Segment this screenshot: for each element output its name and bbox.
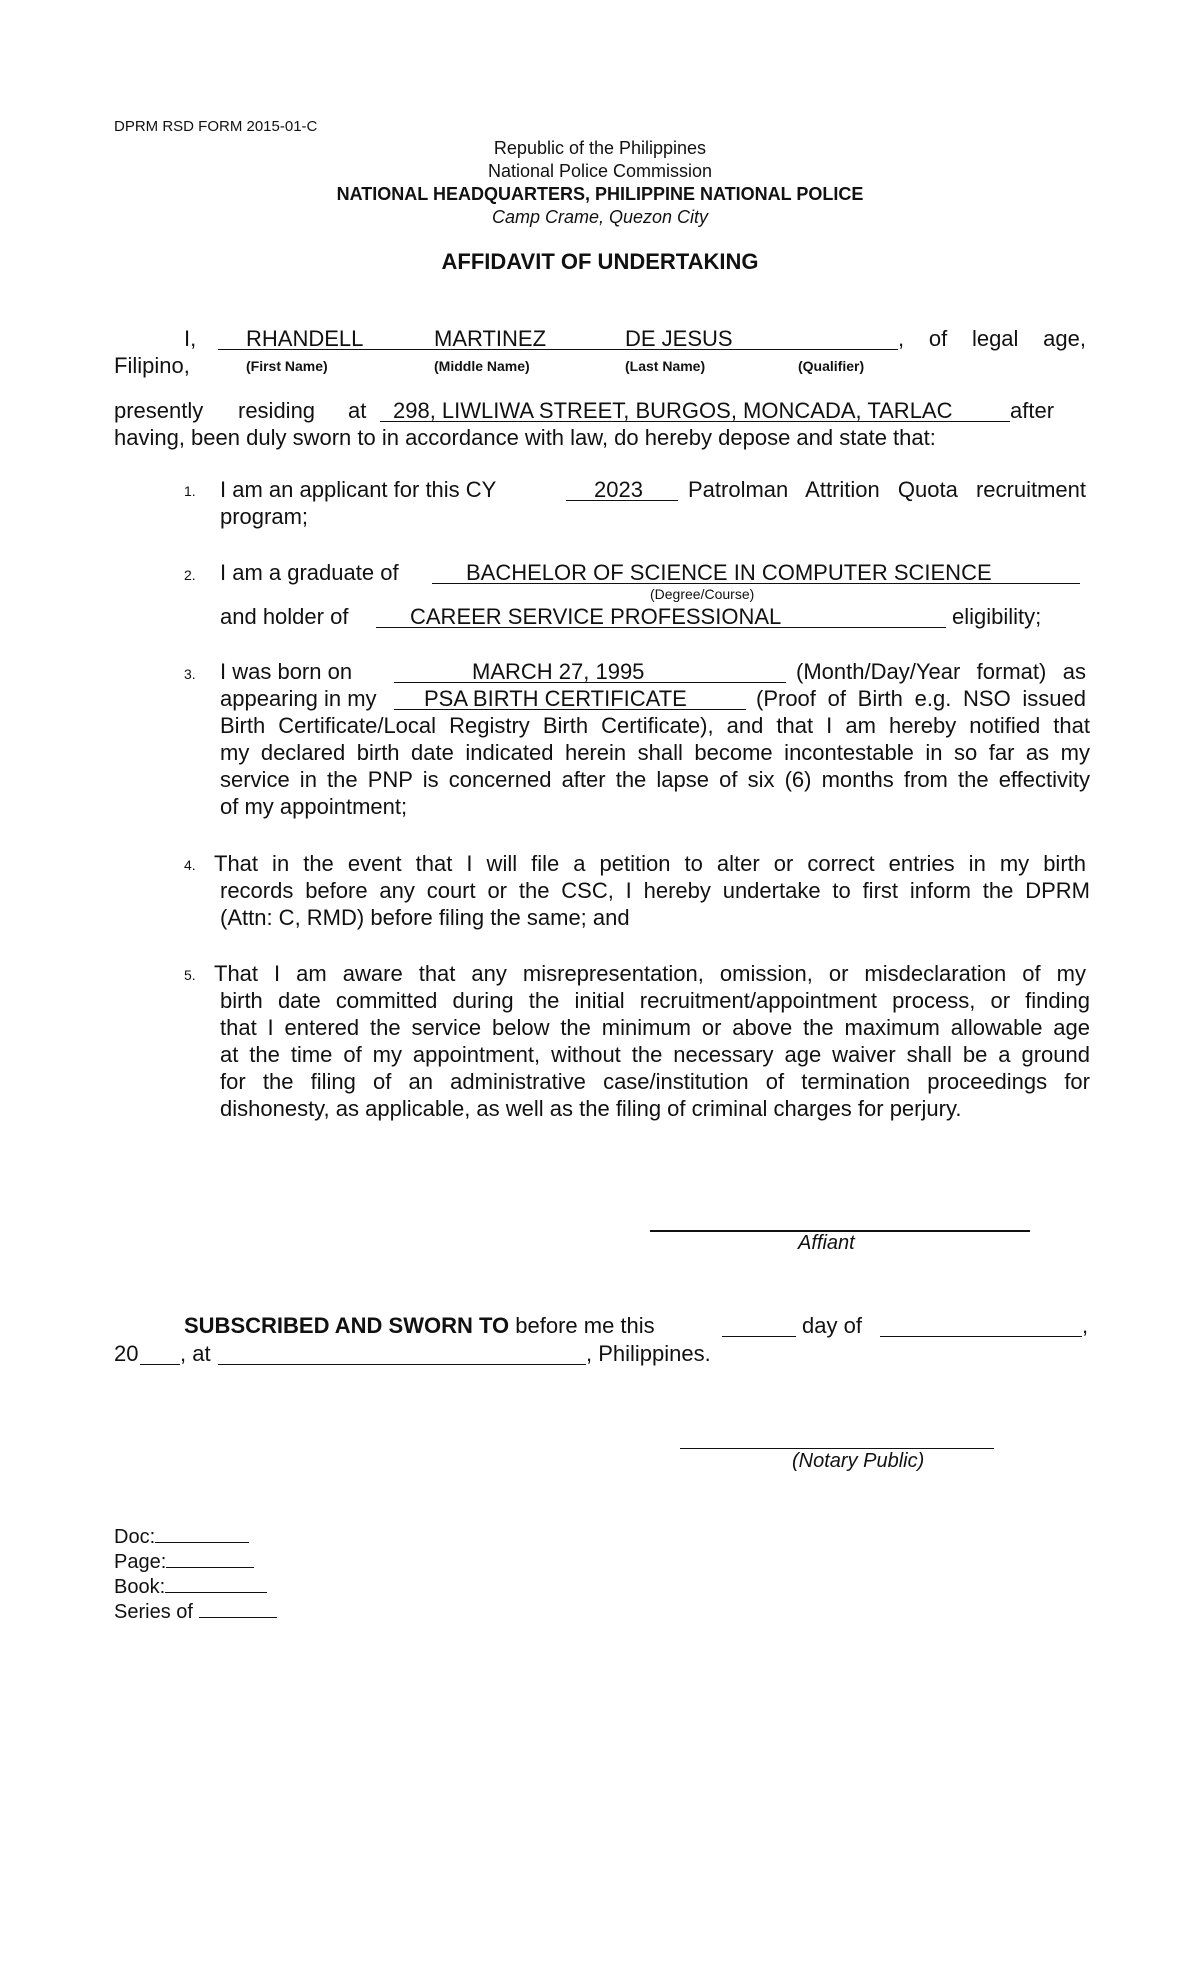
item-2-text-b: and holder of [220,604,349,629]
item-5-line-5: for the filing of an administrative case/institution of termination proceedings for [220,1069,1090,1094]
sworn-philippines-text: , Philippines. [586,1341,711,1366]
sworn-day-blank [722,1336,796,1337]
item-3-line-5: service in the PNP is concerned after the lapse of six (6) months from the effectivity [220,767,1090,792]
sworn-place-blank [218,1364,586,1365]
item-3-date-value: MARCH 27, 1995 [472,659,645,684]
item-5-line-6: dishonesty, as applicable, as well as the filing of criminal charges for perjury. [220,1096,962,1121]
item-3-paragraph [220,712,1090,820]
item-3-number: 3. [184,666,196,682]
first-name-value: RHANDELL [246,326,364,351]
residing-text: residing [238,398,316,423]
sworn-at-text: , at [180,1341,211,1366]
item-3-proof-value: PSA BIRTH CERTIFICATE [424,686,687,711]
sworn-year-prefix: 20 [114,1341,139,1366]
item-3-text-b: (Month/Day/Year format) as [796,659,1086,684]
at-text: at [348,398,367,423]
label-middle-name: (Middle Name) [434,358,530,374]
sworn-month-blank [880,1336,1082,1337]
form-code: DPRM RSD FORM 2015-01-C [114,118,318,135]
item-1-number: 1. [184,483,196,499]
middle-name-value: MARTINEZ [434,326,547,351]
item-2-eligibility-value: CAREER SERVICE PROFESSIONAL [410,604,782,629]
docket-series-blank [199,1616,277,1618]
sworn-year-blank [140,1364,180,1365]
label-first-name: (First Name) [246,358,328,374]
item-3-text-d: (Proof of Birth e.g. NSO issued [756,686,1086,711]
docket-series [114,1601,277,1624]
address-value: 298, LIWLIWA STREET, BURGOS, MONCADA, TARLAC [393,398,953,423]
document-title: AFFIDAVIT OF UNDERTAKING [441,249,759,274]
item-2-text-c: eligibility; [952,604,1042,629]
item-5-line-4: at the time of my appointment, without the necessary age waiver shall be a ground [220,1042,1090,1067]
item-3-line-3: Birth Certificate/Local Registry Birth Certificate), and that I am hereby notified that [220,713,1090,738]
presently-text: presently [114,398,204,423]
sworn-day-of-text: day of [802,1313,862,1338]
item-1-year-value: 2023 [594,477,643,502]
item-3-line-4: my declared birth date indicated herein shall become incontestable in so far as my [220,740,1090,765]
item-2-degree-label: (Degree/Course) [650,586,755,602]
docket-doc-blank [155,1541,249,1543]
item-5-line-3: that I entered the service below the minimum or above the maximum allowable age [220,1015,1090,1040]
item-4-paragraph [220,877,1090,931]
notary-signature-line [680,1448,994,1449]
docket-doc [114,1526,249,1549]
docket-book-blank [165,1591,267,1593]
label-last-name: (Last Name) [625,358,706,374]
docket-doc-label: Doc: [114,1526,156,1548]
item-4-line-3: (Attn: C, RMD) before filing the same; and [220,905,630,930]
pronoun: I, [184,326,197,351]
docket-page [114,1551,254,1574]
item-3-text-c: appearing in my [220,686,377,711]
item-2-degree-value: BACHELOR OF SCIENCE IN COMPUTER SCIENCE [466,560,992,585]
affiant-label: Affiant [798,1232,855,1254]
item-2-number: 2. [184,567,196,583]
item-3-text-a: I was born on [220,659,353,684]
item-4-number: 4. [184,857,196,873]
docket-page-label: Page: [114,1551,167,1573]
item-2-text-a: I am a graduate of [220,560,399,585]
item-1-text-c: program; [220,504,309,529]
after-text: after [1010,398,1055,423]
legal-age-text: , of legal age, [898,326,1086,351]
item-3-line-6: of my appointment; [220,794,408,819]
header-napolcom: National Police Commission [487,161,713,181]
docket-book-label: Book: [114,1576,166,1598]
header-republic: Republic of the Philippines [493,138,707,158]
docket-page-blank [166,1566,254,1568]
item-4-line-1: That in the event that I will file a petition to alter or correct entries in my birth [214,851,1086,876]
sworn-intro-text: having, been duly sworn to in accordance with law, do hereby depose and state that: [114,425,936,450]
item-5-line-2: birth date committed during the initial recruitment/appointment process, or finding [220,988,1090,1013]
notary-label: (Notary Public) [792,1450,925,1472]
last-name-value: DE JESUS [625,326,733,351]
docket-book [114,1576,267,1599]
item-5-paragraph [220,987,1090,1122]
item-4-line-2: records before any court or the CSC, I hereby undertake to first inform the DPRM [220,878,1090,903]
item-1-text-b: Patrolman Attrition Quota recruitment [688,477,1086,502]
sworn-bold-text: SUBSCRIBED AND SWORN TO [184,1313,510,1338]
item-1-text-a: I am an applicant for this CY [220,477,497,502]
filipino-text: Filipino, [114,353,190,378]
label-qualifier: (Qualifier) [798,358,865,374]
header-nhq: NATIONAL HEADQUARTERS, PHILIPPINE NATIONAL POLICE [336,184,864,204]
header-location: Camp Crame, Quezon City [491,207,709,227]
sworn-comma: , [1082,1313,1089,1338]
item-5-number: 5. [184,967,196,983]
sworn-line-1 [184,1312,655,1339]
docket-series-label: Series of [114,1601,193,1623]
sworn-before-text: before me this [515,1313,655,1338]
item-5-line-1: That I am aware that any misrepresentation, omission, or misdeclaration of my [214,961,1086,986]
